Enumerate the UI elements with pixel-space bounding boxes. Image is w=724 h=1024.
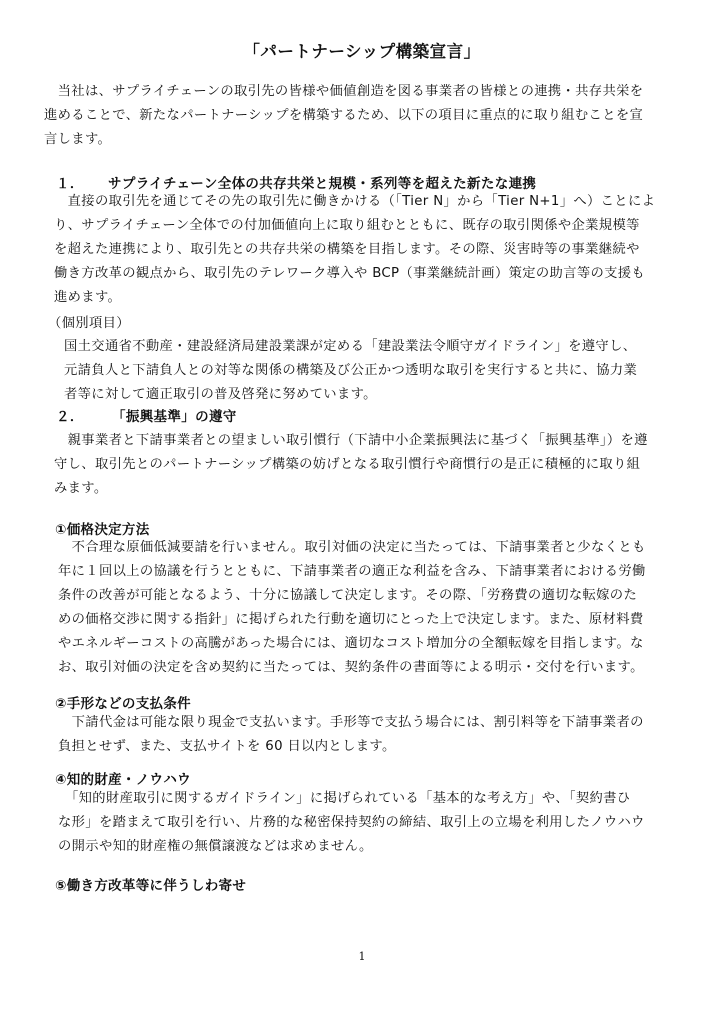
intro-line: 言します。 — [44, 132, 112, 147]
section1-heading — [56, 172, 536, 192]
items-line: 元請負人と下請負人との対等な関係の構築及び公正かつ透明な取引を実行すると共に、協力業 — [64, 363, 638, 378]
section2-line: 親事業者と下請事業者との望ましい取引慣行（下請中小企業振興法に基づく「振興基準」）を遵 — [54, 433, 648, 448]
section2-line: 守し、取引先とのパートナーシップ構築の妨げとなる取引慣行や商慣行の是正に積極的に取り組 — [54, 457, 641, 472]
sub4-body — [58, 787, 645, 859]
section1-line: り、サプライチェーン全体での付加価値向上に取り組むとともに、既存の取引関係や企業規模等 — [54, 218, 640, 233]
section1-number: １． — [56, 176, 84, 192]
sub1-line: 条件の改善が可能となるよう、十分に協議して決定します。その際、「労務費の適切な転嫁のた — [58, 588, 638, 603]
sub4-line: な形」を踏まえて取引を行い、片務的な秘密保持契約の締結、取引上の立場を利用したノウハウ — [58, 815, 645, 830]
page-number: 1 — [358, 950, 366, 963]
sub4-heading: ④知的財産・ノウハウ — [55, 772, 191, 788]
sub4-line: の開示や知的財産権の無償譲渡などは求めません。 — [58, 839, 373, 854]
sub1-line: 年に１回以上の協議を行うとともに、下請事業者の適正な利益を含み、下請事業者における労働 — [58, 564, 646, 579]
sub2-body — [58, 711, 644, 759]
sub1-body — [58, 536, 646, 680]
sub2-line: 下請代金は可能な限り現金で支払います。手形等で支払う場合には、割引料等を下請事業者の — [58, 715, 644, 730]
section1-title: サプライチェーン全体の共存共栄と規模・系列等を超えた新たな連携 — [108, 176, 537, 192]
sub1-line: やエネルギーコストの高騰があった場合には、適切なコスト増加分の全額転嫁を目指します。な — [58, 636, 644, 651]
section1-line: 働き方改革の観点から、取引先のテレワーク導入や BCP（事業継続計画）策定の助言等の支援も — [54, 266, 646, 281]
section1-line: を超えた連携により、取引先との共存共栄の構築を目指します。その際、災害時等の事業継続や — [54, 242, 640, 257]
section1-line: 進めます。 — [54, 290, 122, 305]
section2-number: ２． — [56, 409, 84, 425]
section2-line: みます。 — [54, 481, 108, 496]
section1-items-body — [64, 335, 637, 407]
section2-body — [54, 429, 648, 501]
section2-heading — [56, 405, 237, 425]
sub1-line: お、取引対価の決定を含め契約に当たっては、契約条件の書面等による明示・交付を行います。 — [58, 660, 644, 675]
sub2-heading: ②手形などの支払条件 — [55, 696, 191, 712]
sub4-line: 「知的財産取引に関するガイドライン」に掲げられている「基本的な考え方」や、「契約書ひ — [58, 791, 631, 806]
sub1-line: めの価格交渉に関する指針」に掲げられた行動を適切にとった上で決定します。また、原材料費 — [58, 612, 644, 627]
items-line: 者等に対して適正取引の普及啓発に努めています。 — [64, 387, 377, 402]
intro-line: 進めることで、新たなパートナーシップを構築するため、以下の項目に重点的に取り組むことを宣 — [44, 108, 644, 123]
sub1-heading: ①価格決定方法 — [55, 522, 150, 538]
section2-title: 「振興基準」の遵守 — [112, 409, 237, 425]
intro-line: 当社は、サプライチェーンの取引先の皆様や価値創造を図る事業者の皆様との連携・共存共栄を — [44, 84, 644, 99]
page-title: 「パートナーシップ構築宣言」 — [243, 42, 481, 61]
intro-paragraph — [44, 80, 643, 152]
section1-items-label: （個別項目） — [48, 316, 130, 331]
section1-line: 直接の取引先を通じてその先の取引先に働きかける（「Tier N」から「Tier N+1」へ）ことによ — [54, 194, 656, 209]
section1-body — [54, 190, 655, 310]
sub1-line: 不合理な原価低減要請を行いません。取引対価の決定に当たっては、下請事業者と少なくとも — [58, 540, 646, 555]
items-line: 国土交通省不動産・建設経済局建設業課が定める「建設業法令順守ガイドライン」を遵守し、 — [64, 339, 637, 354]
sub5-heading: ⑤働き方改革等に伴うしわ寄せ — [55, 878, 247, 894]
sub2-line: 負担とせず、また、支払サイトを 60 日以内とします。 — [58, 739, 396, 754]
